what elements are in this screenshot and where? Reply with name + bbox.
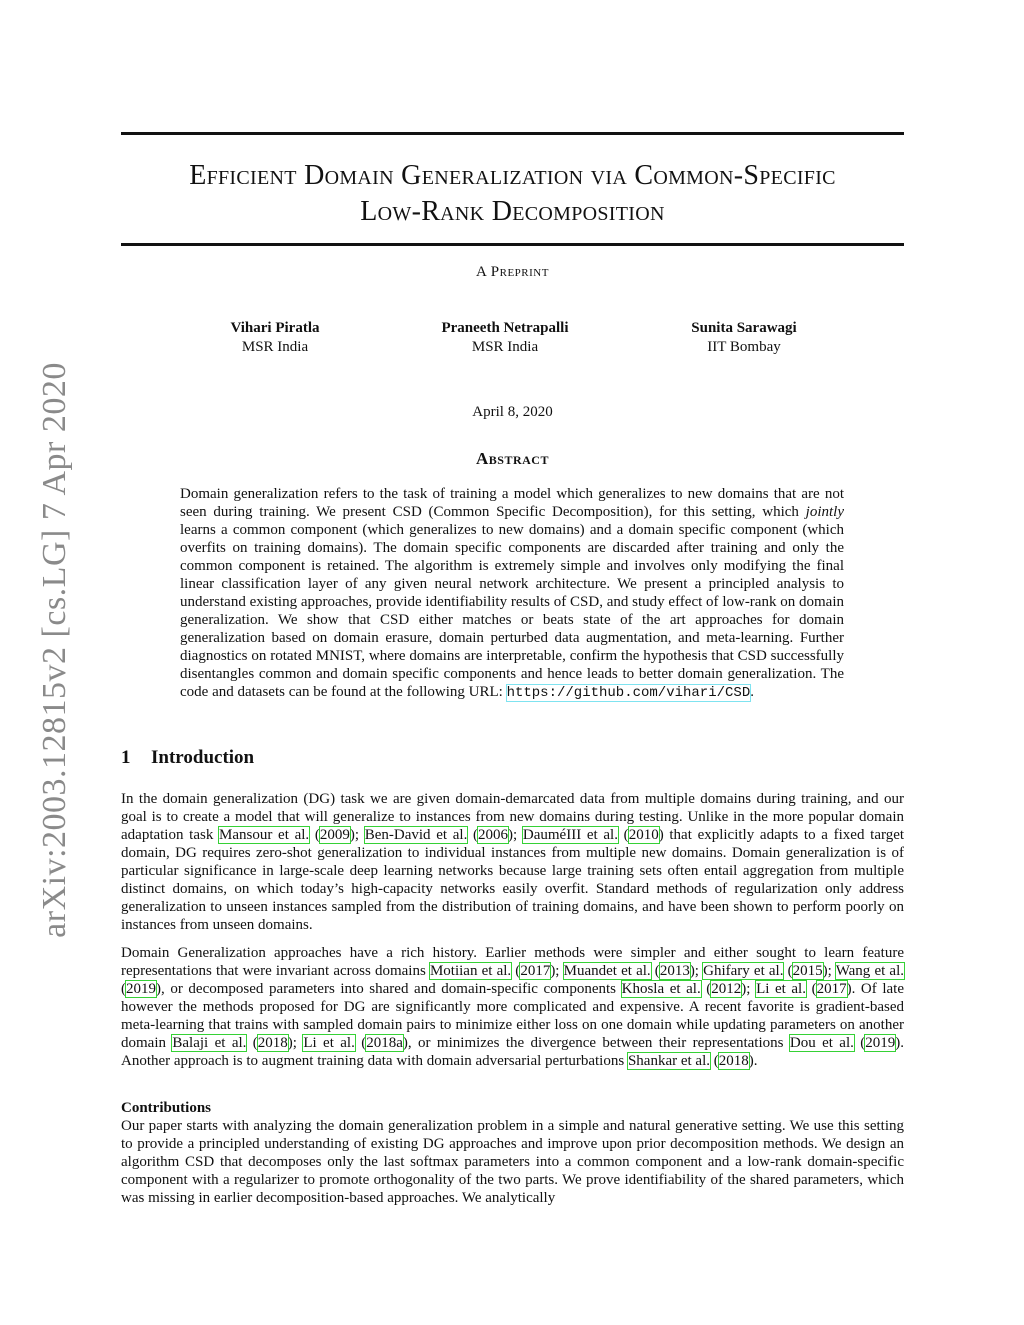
author-affiliation: MSR India — [241, 339, 309, 355]
text-run: ), or minimizes the divergence between their representations — [402, 1035, 790, 1051]
citation-link[interactable]: Li et al. — [303, 1035, 355, 1051]
abstract-part: . — [750, 684, 754, 700]
author-affiliation: IIT Bombay — [707, 339, 781, 355]
text-run: ) that explicitly adapts to a fixed target domain, DG requires zero-shot generalization to individual instances from multiple new domains. Domain generalization is of particular significance in large-scale deep learning networks because large training sets often entail aggregation from multiple distinct domains, on which today’s high-capacity networks easily overfit. Standard methods of regularization only address generalization to unseen instances sampled from the distribution of training domains, and have been shown to perform poorly on instances from unseen domains. — [121, 827, 905, 933]
author-2 — [385, 319, 625, 357]
text-run: ( — [617, 827, 629, 843]
text-run: ( — [354, 1035, 367, 1051]
citation-year-link[interactable]: 2019 — [865, 1035, 896, 1051]
preprint-label: A Preprint — [476, 264, 549, 280]
text-run: ); — [822, 963, 836, 979]
text-run: Domain Generalization approaches have a rich history. Earlier methods were simpler and either sought to learn feature representations that were invariant across domains — [121, 945, 904, 979]
abstract-emphasis: jointly — [805, 504, 844, 520]
citation-year-link[interactable]: 2017 — [816, 981, 847, 997]
text-run: ( — [853, 1035, 866, 1051]
citation-year-link[interactable]: 2009 — [319, 827, 350, 843]
author-name: Vihari Piratla — [230, 320, 320, 336]
text-run: ( — [467, 827, 479, 843]
text-run: ( — [783, 963, 793, 979]
contributions-text: Our paper starts with analyzing the domain generalization problem in a simple and natural generative setting. We use this setting to provide a principled understanding of existing DG approaches and improve upon prior decomposition methods. We design an algorithm CSD that decomposes only the last softmax parameters into a common component and a low-rank domain-specific component with a regularizer to promote orthogonality of the two parts. We prove identifiability of the shared parameters, which was missing in earlier decomposition-based approaches. We analytically — [121, 1118, 904, 1206]
citation-year-link[interactable]: 2012 — [711, 981, 742, 997]
citation-link[interactable]: DauméIII et al. — [522, 827, 618, 843]
citation-year-link[interactable]: 2015 — [792, 963, 823, 979]
author-name: Sunita Sarawagi — [691, 320, 797, 336]
citation-link[interactable]: Wang et al. — [835, 963, 904, 979]
text-run: ); — [349, 827, 365, 843]
author-affiliation: MSR India — [471, 339, 539, 355]
contributions-heading: Contributions — [121, 1100, 212, 1116]
citation-link[interactable]: Dou et al. — [789, 1035, 854, 1051]
citation-year-link[interactable]: 2018 — [257, 1035, 288, 1051]
abstract-part: learns a common component (which generalizes to new domains) and a domain specific component (which overfits on training domains). The domain specific components are discarded after training and only the common component is retained. The algorithm is extremely simple and involves only modifying the final linear classification layer of any given neural network architecture. We present a principled analysis to understand existing approaches, provide identifiability results of CSD, and study effect of low-rank on domain generalization. We show that CSD either matches or beats state of the art approaches for domain generalization based on domain erasure, domain perturbed data augmentation, and meta-learning. Further diagnostics on rotated MNIST, where domains are interpretable, confirm the hypothesis that CSD successfully disentangles common and domain specific components and hence leads to better domain generalization. The code and datasets can be found at the following URL: — [180, 522, 844, 700]
text-run: ( — [246, 1035, 258, 1051]
abstract-part: Domain generalization refers to the task of training a model which generalizes to new domains that are not seen during training. We present CSD (Common Specific Decomposition), for this setting, which — [180, 486, 844, 520]
text-run: ). Another approach is to augment training data with domain adversarial perturbations — [121, 1035, 905, 1069]
section-title: Introduction — [151, 747, 255, 768]
contributions-paragraph — [121, 1099, 904, 1207]
citation-link[interactable]: Ben-David et al. — [364, 827, 468, 843]
text-run: ( — [710, 1053, 719, 1069]
text-run: ( — [700, 981, 712, 997]
text-run: ). Of late however the methods proposed for DG are significantly more complicated and expensive. A recent favorite is gradient-based meta-learning that trains with sampled domain pairs to minimize either loss on one domain while updating parameters on another domain — [121, 981, 904, 1051]
text-run: ); — [287, 1035, 304, 1051]
section-heading — [121, 747, 254, 769]
citation-year-link[interactable]: 2010 — [628, 827, 659, 843]
text-run: ( — [121, 981, 126, 997]
author-1 — [155, 319, 395, 357]
text-run: ); — [689, 963, 704, 979]
code-url-link[interactable]: https://github.com/vihari/CSD — [506, 685, 751, 701]
citation-link[interactable]: Ghifary et al. — [703, 963, 784, 979]
citation-year-link[interactable]: 2018 — [718, 1053, 749, 1069]
text-run: ( — [511, 963, 521, 979]
title-bottom-rule — [121, 243, 904, 246]
citation-link[interactable]: Shankar et al. — [627, 1053, 710, 1069]
author-name: Praneeth Netrapalli — [441, 320, 569, 336]
publication-date: April 8, 2020 — [472, 404, 553, 420]
text-run: ), or decomposed parameters into shared and domain-specific components — [156, 981, 622, 997]
citation-year-link[interactable]: 2017 — [520, 963, 551, 979]
citation-year-link[interactable]: 2006 — [478, 827, 509, 843]
citation-link[interactable]: Motiian et al. — [429, 963, 512, 979]
text-run: ). — [748, 1053, 758, 1069]
citation-link[interactable]: Mansour et al. — [219, 827, 310, 843]
citation-year-link[interactable]: 2018a — [366, 1035, 403, 1051]
intro-paragraph-2 — [121, 944, 904, 1070]
text-run: ( — [309, 827, 320, 843]
intro-paragraph-1 — [121, 790, 904, 934]
arxiv-identifier: arXiv:2003.12815v2 [cs.LG] 7 Apr 2020 — [36, 362, 73, 938]
citation-year-link[interactable]: 2019 — [126, 981, 156, 997]
citation-link[interactable]: Khosla et al. — [621, 981, 701, 997]
title-line-2: Low-Rank Decomposition — [360, 196, 665, 227]
text-run: ); — [508, 827, 523, 843]
author-3 — [624, 319, 864, 357]
paper-title — [121, 158, 904, 230]
section-number: 1 — [121, 747, 131, 768]
title-top-rule — [121, 132, 904, 135]
citation-link[interactable]: Balaji et al. — [172, 1035, 247, 1051]
text-run: ( — [805, 981, 817, 997]
citation-year-link[interactable]: 2013 — [659, 963, 690, 979]
title-line-1: Efficient Domain Generalization via Common-Specific — [189, 160, 836, 191]
abstract-heading: Abstract — [476, 449, 549, 468]
text-run: In the domain generalization (DG) task we are given domain-demarcated data from multiple domains during training, and our goal is to create a model that will generalize to instances from new domains during testing. Unlike in the more popular domain adaptation task — [121, 791, 904, 843]
citation-link[interactable]: Li et al. — [756, 981, 806, 997]
abstract-text — [180, 485, 844, 702]
citation-link[interactable]: Muandet et al. — [563, 963, 651, 979]
text-run: ( — [650, 963, 660, 979]
text-run: ); — [741, 981, 757, 997]
text-run: ); — [550, 963, 564, 979]
